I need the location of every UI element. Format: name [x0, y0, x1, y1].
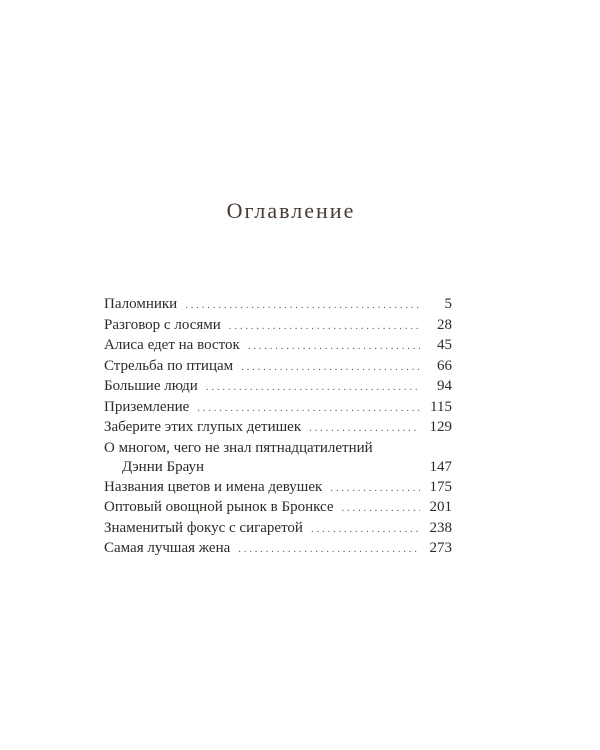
toc-entry: [104, 478, 452, 499]
toc-entry: [104, 336, 452, 357]
toc-entry-label: Разговор с лосями: [104, 316, 221, 333]
toc-entry-page: 66: [437, 357, 452, 374]
toc-entry: [104, 519, 452, 540]
toc-entry-page: 238: [429, 519, 452, 536]
toc-leader-dots: [248, 337, 420, 357]
toc-entry-continuation: [104, 458, 452, 478]
toc-entry-page: 45: [437, 337, 452, 353]
toc-leader-dots: [229, 317, 420, 337]
toc-entry-label: Приземление: [104, 398, 190, 415]
toc-entry-label: Оптовый овощной рынок в Бронксе: [104, 499, 334, 515]
page-title: Оглавление: [226, 198, 356, 223]
toc-entry: [104, 539, 452, 560]
toc-entry-label: Самая лучшая жена: [104, 540, 231, 556]
toc-entry-label: Названия цветов и имена девушек: [104, 478, 323, 495]
toc-entry-page: 5: [444, 296, 452, 312]
toc-leader-dots: [311, 520, 420, 540]
toc-entry: [104, 439, 452, 478]
table-of-contents: [104, 295, 452, 560]
toc-entry: [104, 498, 452, 519]
toc-entry-label: Большие люди: [104, 378, 198, 394]
toc-leader-dots: [309, 419, 420, 439]
toc-entry-page: 147: [429, 459, 452, 475]
toc-entry-label: Стрельба по птицам: [104, 357, 234, 374]
toc-leader-dots: [238, 540, 420, 560]
toc-leader-dots: [185, 296, 420, 316]
toc-entry-page: 201: [429, 499, 452, 515]
toc-leader-dots: [342, 499, 420, 519]
toc-entry-label: Знаменитый фокус с сигаретой: [104, 519, 303, 536]
toc-entry-label: О многом, чего не знал пятнадцатилетний: [104, 439, 373, 456]
toc-entry: [104, 418, 452, 439]
toc-entry-label: Заберите этих глупых детишек: [104, 419, 302, 435]
toc-entry: [104, 398, 452, 419]
toc-entry: [104, 316, 452, 337]
toc-entry: [104, 357, 452, 378]
toc-leader-dots: [197, 399, 420, 419]
toc-leader-dots: [206, 378, 420, 398]
toc-entry-label: Алиса едет на восток: [104, 337, 240, 353]
toc-entry-page: 175: [429, 478, 452, 495]
toc-entry: [104, 377, 452, 398]
toc-entry-label-continued: Дэнни Браун: [122, 459, 205, 475]
toc-entry-page: 94: [437, 378, 452, 394]
toc-entry-page: 115: [430, 398, 452, 415]
toc-leader-dots: [241, 358, 420, 378]
toc-leader-dots: [330, 479, 420, 499]
toc-entry-page: 28: [437, 316, 452, 333]
toc-entry-label: Паломники: [104, 296, 178, 312]
toc-entry: [104, 295, 452, 316]
toc-entry-page: 273: [429, 540, 452, 556]
toc-entry-page: 129: [429, 419, 452, 435]
